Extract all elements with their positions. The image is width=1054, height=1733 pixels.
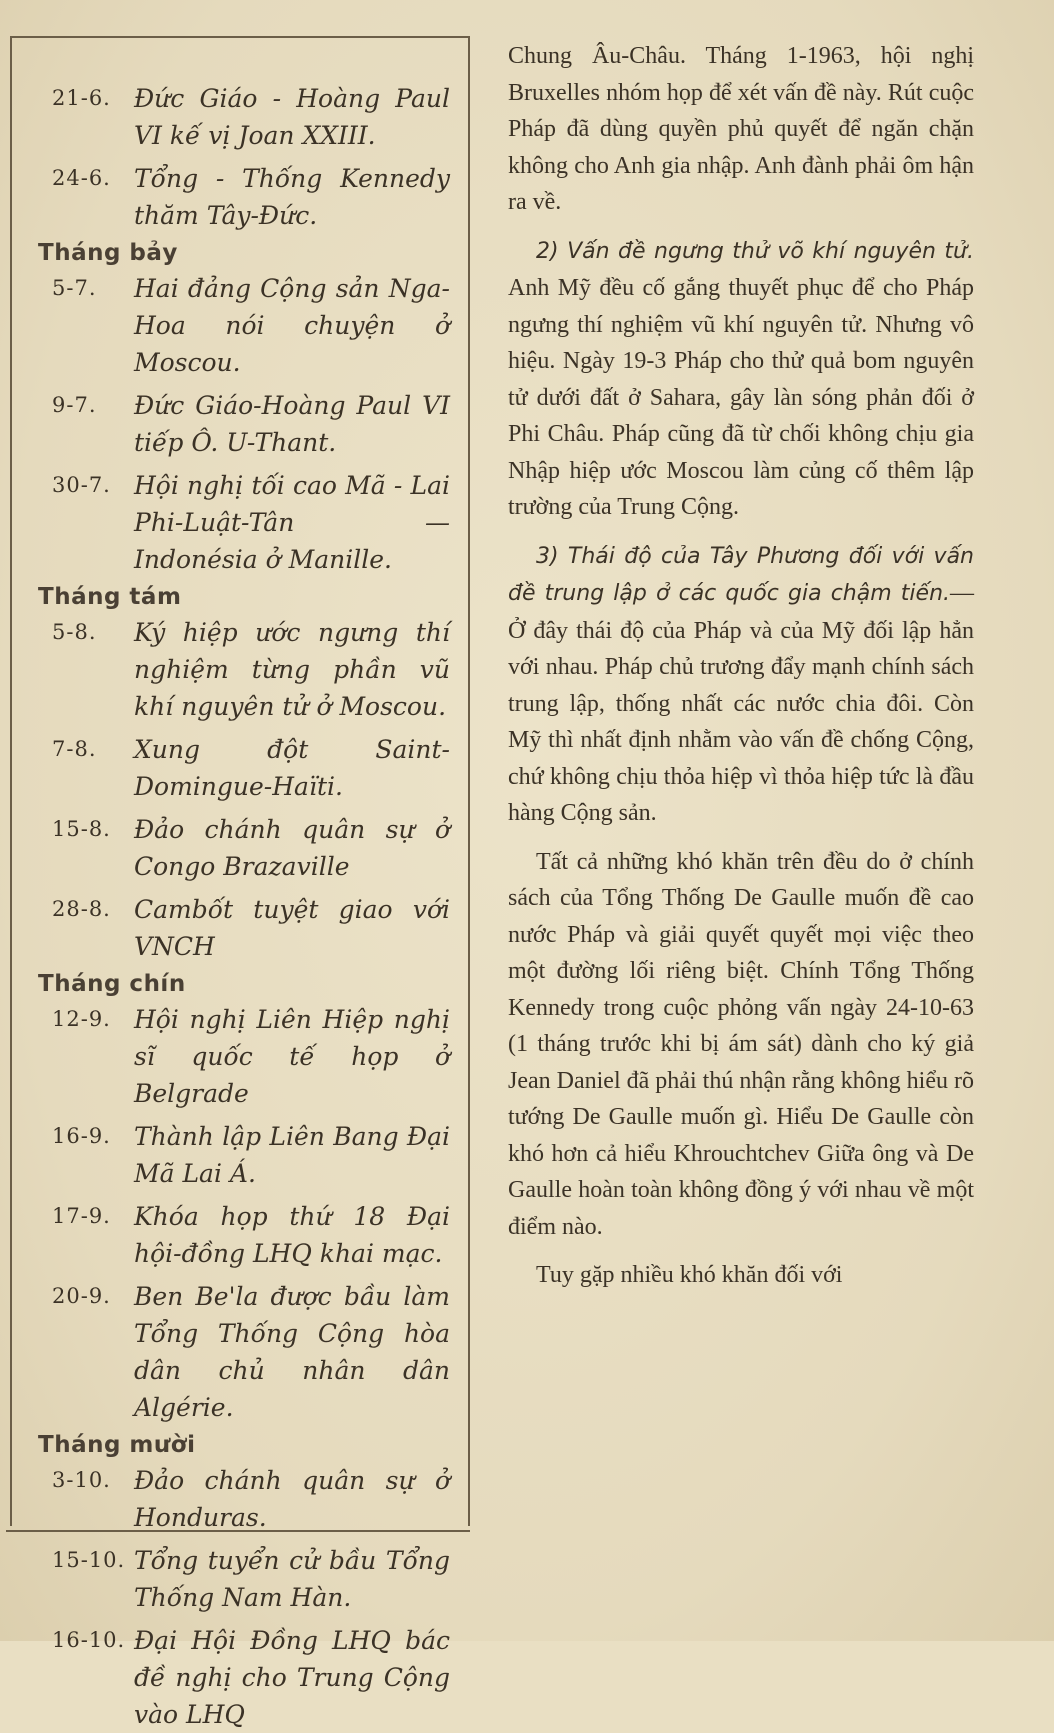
bottom-divider bbox=[6, 1530, 470, 1532]
event-date: 3-10. bbox=[52, 1468, 111, 1492]
timeline-event bbox=[30, 1622, 450, 1733]
event-date: 7-8. bbox=[52, 737, 97, 761]
timeline-event bbox=[30, 467, 450, 578]
event-text: Hội nghị Liên Hiệp nghị sĩ quốc tế họp ở Belgrade bbox=[134, 1005, 450, 1108]
event-date: 5-7. bbox=[52, 276, 97, 300]
paragraph bbox=[508, 538, 974, 832]
timeline-event bbox=[30, 160, 450, 234]
event-text: Thành lập Liên Bang Đại Mã Lai Á. bbox=[134, 1122, 450, 1188]
event-text: Đức Giáo-Hoàng Paul VI tiếp Ô. U-Thant. bbox=[134, 391, 450, 457]
event-date: 12-9. bbox=[52, 1007, 111, 1031]
timeline-event bbox=[30, 387, 450, 461]
event-date: 21-6. bbox=[52, 86, 111, 110]
event-date: 17-9. bbox=[52, 1204, 111, 1228]
event-date: 20-9. bbox=[52, 1284, 111, 1308]
timeline-event bbox=[30, 1118, 450, 1192]
event-date: 30-7. bbox=[52, 473, 111, 497]
paragraph bbox=[508, 233, 974, 526]
timeline-event bbox=[30, 731, 450, 805]
event-text: Cambốt tuyệt giao với VNCH bbox=[134, 895, 450, 961]
timeline-event bbox=[30, 1542, 450, 1616]
event-text: Đại Hội Đồng LHQ bác đề nghị cho Trung Cộng vào LHQ bbox=[134, 1626, 450, 1729]
event-text: Đảo chánh quân sự ở Honduras. bbox=[134, 1466, 450, 1532]
event-date: 24-6. bbox=[52, 166, 111, 190]
paragraph: Tuy gặp nhiều khó khăn đối với bbox=[536, 1262, 843, 1288]
event-date: 15-10. bbox=[52, 1548, 126, 1572]
timeline-column bbox=[10, 36, 470, 1729]
event-text: Ký hiệp ước ngưng thí nghiệm từng phần vũ khí nguyên tử ở Moscou. bbox=[134, 618, 450, 721]
timeline-event bbox=[30, 891, 450, 965]
event-date: 5-8. bbox=[52, 620, 97, 644]
paragraph: Tất cả những khó khăn trên đều do ở chính sách của Tổng Thống De Gaulle muốn đề cao nước Pháp và giải quyết quyết mọi việc theo một đường lối riêng biệt. Chính Tổng Thống Kennedy trong cuộc phỏng vấn ngày 24-10-63 (1 tháng trước khi bị ám sát) dành cho ký giả Jean Daniel đã phải thú nhận rằng không hiểu rõ tướng De Gaulle muốn gì. Hiểu De Gaulle còn khó hơn cả hiểu Khrouchtchev Giữa ông và De Gaulle hoàn toàn không đồng ý với nhau về một điểm nào. bbox=[508, 848, 974, 1240]
event-text: Đảo chánh quân sự ở Congo Brazaville bbox=[134, 815, 450, 881]
event-text: Khóa họp thứ 18 Đại hội-đồng LHQ khai mạc. bbox=[134, 1202, 450, 1268]
timeline-event bbox=[30, 811, 450, 885]
month-heading: Tháng mười bbox=[38, 1432, 196, 1458]
timeline-event bbox=[30, 1198, 450, 1272]
paragraph-text: — Ở đây thái độ của Pháp và của Mỹ đối lập hẳn với nhau. Pháp chủ trương đẩy mạnh chính sách trung lập, thống nhất các nước chia đôi. Còn Mỹ thì nhất định nhằm vào vấn đề chống Cộng, chứ không chịu thỏa hiệp vì thỏa hiệp tức là đầu hàng Cộng sản. bbox=[508, 580, 974, 826]
timeline-event bbox=[30, 270, 450, 381]
event-date: 28-8. bbox=[52, 897, 111, 921]
month-heading: Tháng bảy bbox=[38, 240, 178, 266]
event-text: Hai đảng Cộng sản Nga-Hoa nói chuyện ở Moscou. bbox=[134, 274, 450, 377]
month-heading: Tháng chín bbox=[38, 971, 186, 997]
month-heading: Tháng tám bbox=[38, 584, 182, 610]
event-date: 9-7. bbox=[52, 393, 97, 417]
article-body bbox=[508, 38, 974, 1306]
event-text: Xung đột Saint-Domingue-Haïti. bbox=[134, 735, 450, 801]
timeline-event bbox=[30, 1462, 450, 1536]
section-heading: 3) Thái độ của Tây Phương đối với vấn đề trung lập ở các quốc gia chậm tiến. bbox=[508, 543, 974, 606]
event-date: 16-9. bbox=[52, 1124, 111, 1148]
event-text: Ben Be'la được bầu làm Tổng Thống Cộng hòa dân chủ nhân dân Algérie. bbox=[134, 1282, 450, 1422]
timeline-event bbox=[30, 1278, 450, 1426]
section-heading: 2) Vấn đề ngưng thử võ khí nguyên tử. bbox=[536, 238, 974, 264]
event-date: 16-10. bbox=[52, 1628, 126, 1652]
event-text: Tổng tuyển cử bầu Tổng Thống Nam Hàn. bbox=[134, 1546, 450, 1612]
timeline-event bbox=[30, 80, 450, 154]
event-text: Tổng - Thống Kennedy thăm Tây-Đức. bbox=[134, 164, 450, 230]
timeline-pre-events bbox=[30, 80, 450, 234]
event-text: Hội nghị tối cao Mã - Lai Phi-Luật-Tân — Indonésia ở Manille. bbox=[134, 471, 450, 574]
timeline-event bbox=[30, 1001, 450, 1112]
paragraph: Chung Âu-Châu. Tháng 1-1963, hội nghị Bruxelles nhóm họp để xét vấn đề này. Rút cuộc Pháp đã dùng quyền phủ quyết để ngăn chặn không cho Anh gia nhập. Anh đành phải ôm hận ra về. bbox=[508, 43, 974, 215]
event-date: 15-8. bbox=[52, 817, 111, 841]
timeline-event bbox=[30, 614, 450, 725]
event-text: Đức Giáo - Hoàng Paul VI kế vị Joan XXIII. bbox=[134, 84, 450, 150]
paragraph-text: Anh Mỹ đều cố gắng thuyết phục để cho Pháp ngưng thí nghiệm vũ khí nguyên tử. Nhưng vô hiệu. Ngày 19-3 Pháp cho thử quả bom nguyên tử dưới đất ở Sahara, gây làn sóng phản đối ở Phi Châu. Pháp cũng đã từ chối không chịu gia Nhập hiệp ước Moscou làm củng cố thêm lập trường của Trung Cộng. bbox=[508, 275, 974, 520]
